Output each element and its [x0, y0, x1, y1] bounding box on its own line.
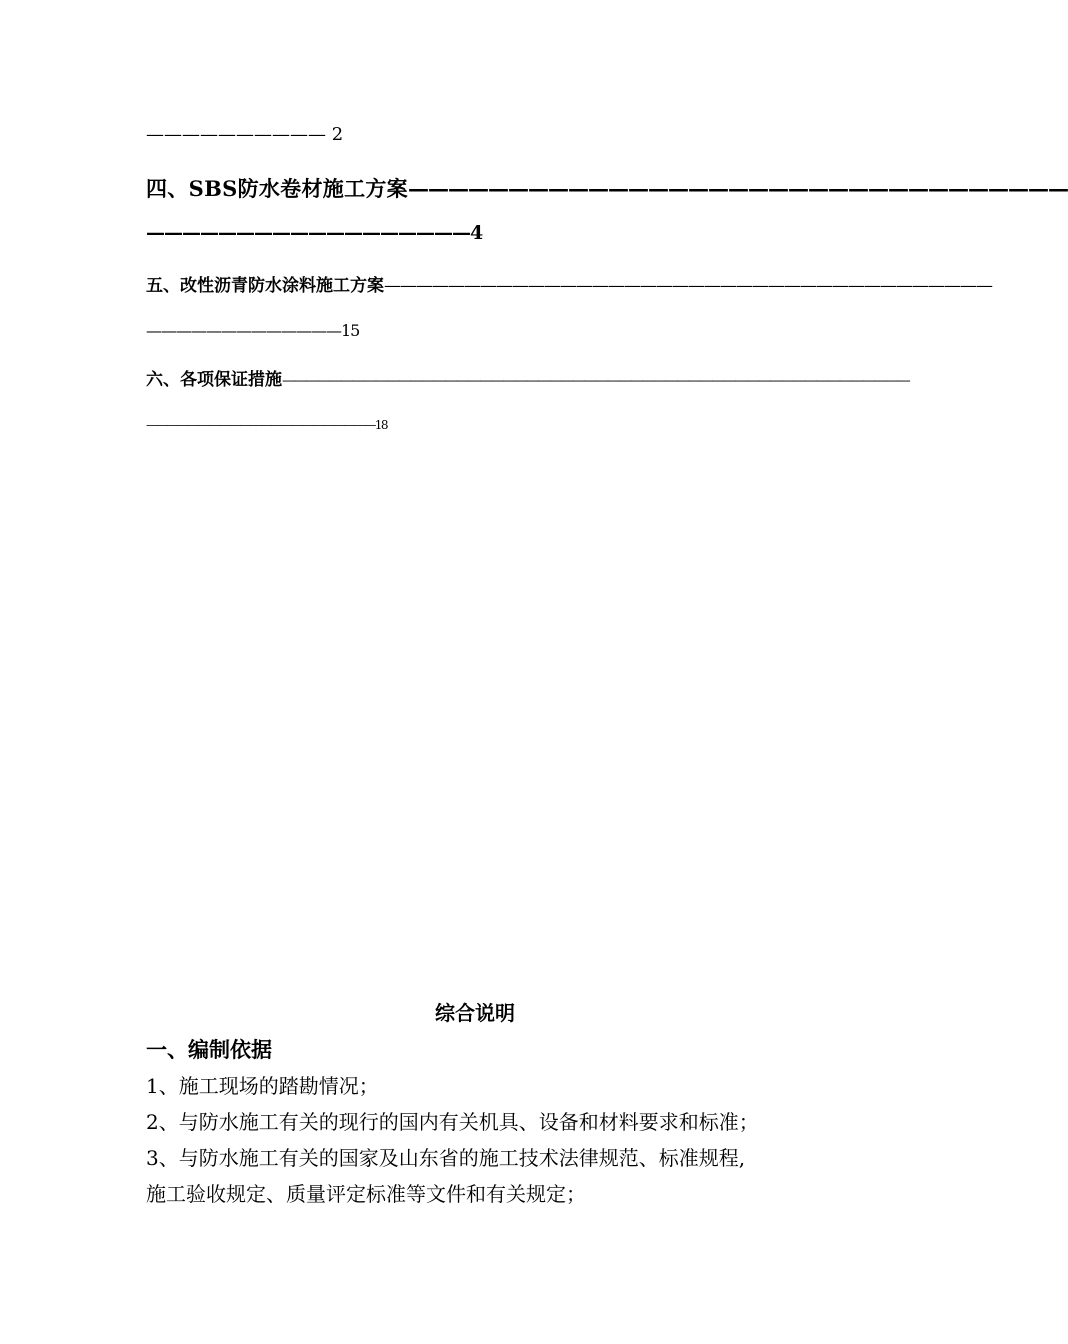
section-heading-basis: 一、编制依据 — [146, 1037, 272, 1062]
toc-item-4-title: 四、SBS防水卷材施工方案 — [146, 176, 408, 201]
toc-item-6-leader: —————————————————————————————————————————————————————— — [282, 373, 909, 389]
toc-continuation-line — [146, 124, 343, 145]
toc-item-4-leader: ————————————————————————————————— — [407, 176, 1068, 201]
basis-item-3: 3、与防水施工有关的国家及山东省的施工技术法律规范、标准规程, — [146, 1146, 746, 1170]
basis-item-2: 2、与防水施工有关的现行的国内有关机具、设备和材料要求和标准； — [146, 1110, 759, 1134]
toc-line-text: —————————— 2 — [146, 124, 344, 145]
toc-item-4-page: ——————————————————4 — [146, 222, 483, 244]
toc-item-4[interactable] — [146, 173, 1068, 203]
toc-item-5-leader: —————————————————————————————————————— — [384, 276, 992, 296]
toc-item-5[interactable] — [146, 271, 992, 296]
basis-item-3-continuation: 施工验收规定、质量评定标准等文件和有关规定； — [146, 1182, 586, 1206]
toc-item-6-continuation — [146, 414, 387, 433]
toc-item-6-title: 六、各项保证措施 — [146, 370, 282, 390]
toc-item-6[interactable] — [146, 365, 908, 390]
toc-item-5-continuation — [146, 321, 359, 340]
basis-item-1: 1、施工现场的踏勘情况； — [146, 1074, 379, 1098]
toc-item-5-page: —————————————15 — [146, 321, 360, 340]
section-title: 综合说明 — [435, 1001, 515, 1025]
toc-item-6-page: ——————————————————————18 — [146, 418, 387, 432]
toc-item-5-title: 五、改性沥青防水涂料施工方案 — [146, 276, 384, 296]
toc-item-4-continuation — [146, 222, 482, 244]
